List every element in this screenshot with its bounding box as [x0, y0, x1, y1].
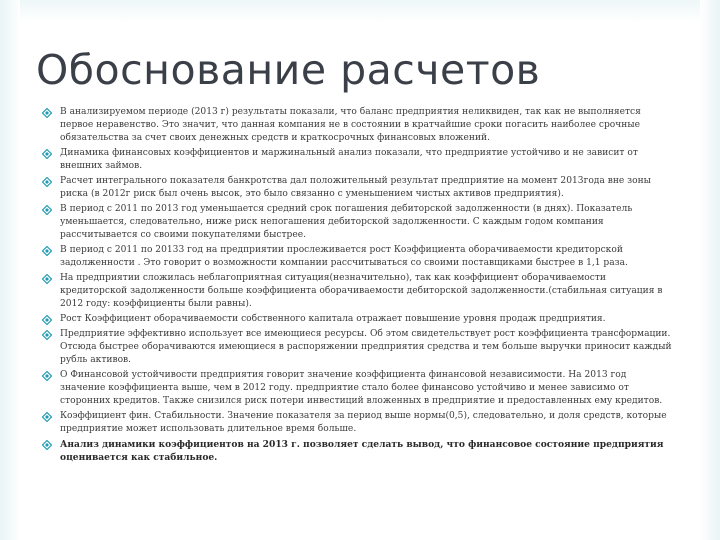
diamond-bullet-icon [42, 315, 52, 325]
bullet-text: Рост Коэффициент оборачиваемости собственного капитала отражает повышение уровня продаж предприятия. [60, 314, 606, 325]
bullet-text: Динамика финансовых коэффициентов и маржинальный анализ показали, что предприятие устойчиво и не зависит от внешних займов. [60, 148, 638, 172]
diamond-bullet-icon [42, 412, 52, 422]
diamond-bullet-icon [42, 440, 52, 450]
bullet-list [40, 106, 674, 464]
bullet-item [40, 175, 674, 201]
diamond-bullet-icon [42, 149, 52, 159]
bullet-text: На предприятии сложилась неблагоприятная ситуация(незначительно), так как коэффициент оборачиваемости кредиторской задолженности больше коэффициента оборачиваемости дебиторской задолженности.(стабильная ситуация в 2012 году: коэффициенты были равны). [60, 272, 663, 310]
slide-title: Обоснование расчетов [36, 46, 541, 94]
bullet-text: Коэффициент фин. Стабильности. Значение показателя за период выше нормы(0,5), следовательно, и доля средств, которые предприятие может использовать длительное время больше. [60, 410, 667, 435]
diamond-bullet-icon [42, 274, 52, 284]
bullet-text: В анализируемом периоде (2013 г) результаты показали, что баланс предприятия неликвиден, так как не выполняется первое неравенство. Это значит, что данная компания не в состоянии в кратчайшие сроки погасить наиболее срочные обязательства за счет своих денежных средств и краткосрочных финансовых вложений. [60, 107, 641, 144]
bullet-text: В период с 2011 по 2013 год уменьшается средний срок погашения дебиторской задолженности (в днях). Показатель уменьшается, следовательно, ниже риск непогашения дебиторской задолженности. С каждым годом компания рассчитывается со своими покупателями быстрее. [60, 203, 633, 241]
bullet-text: Анализ динамики коэффициентов на 2013 г. позволяет сделать вывод, что финансовое состояние предприятия оценивается как стабильное. [60, 438, 664, 464]
diamond-bullet-icon [42, 330, 52, 340]
diamond-bullet-icon [42, 108, 52, 118]
bullet-item [40, 313, 674, 326]
bullet-item [40, 410, 674, 436]
slide-right-shade [700, 0, 720, 540]
bullet-item [40, 328, 674, 368]
bullet-item [40, 203, 674, 243]
bullet-item [40, 369, 674, 409]
slide-body [40, 106, 674, 466]
bullet-text: Предприятие эффективно использует все имеющиеся ресурсы. Об этом свидетельствует рост коэффициента трансформации. Отсюда быстрее оборачиваются имеющиеся в распоряжении предприятия средства и тем больше выручки приносит каждый рубль активов. [60, 328, 672, 366]
bullet-item [40, 438, 674, 464]
slide-top-shade [0, 0, 720, 22]
bullet-text: Расчет интегрального показателя банкротства дал положительный результат предприятие на момент 2013года вне зоны риска (в 2012г риск был очень высок, это было связанно с уменьшением чистых активов предприятия). [60, 176, 651, 200]
diamond-bullet-icon [42, 177, 52, 187]
bullet-item [40, 106, 674, 146]
diamond-bullet-icon [42, 371, 52, 381]
diamond-bullet-icon [42, 246, 52, 256]
bullet-text: В период с 2011 по 20133 год на предприятии прослеживается рост Коэффициента оборачиваемости кредиторской задолженности . Это говорит о возможности компании рассчитываться со своими поставщиками быстрее в 1,1 раза. [60, 245, 628, 269]
bullet-item [40, 272, 674, 312]
slide-left-shade [0, 0, 20, 540]
bullet-item [40, 147, 674, 173]
bullet-item [40, 244, 674, 270]
diamond-bullet-icon [42, 205, 52, 215]
bullet-text: О Финансовой устойчивости предприятия говорит значение коэффициента финансовой независимости. На 2013 год значение коэффициента выше, чем в 2012 году. предприятие стало более финансово устойчиво и менее зависимо от сторонних кредитов. Также снизился риск потери инвестиций вложенных в предприятие и предоставленных ему кредитов. [60, 369, 663, 407]
